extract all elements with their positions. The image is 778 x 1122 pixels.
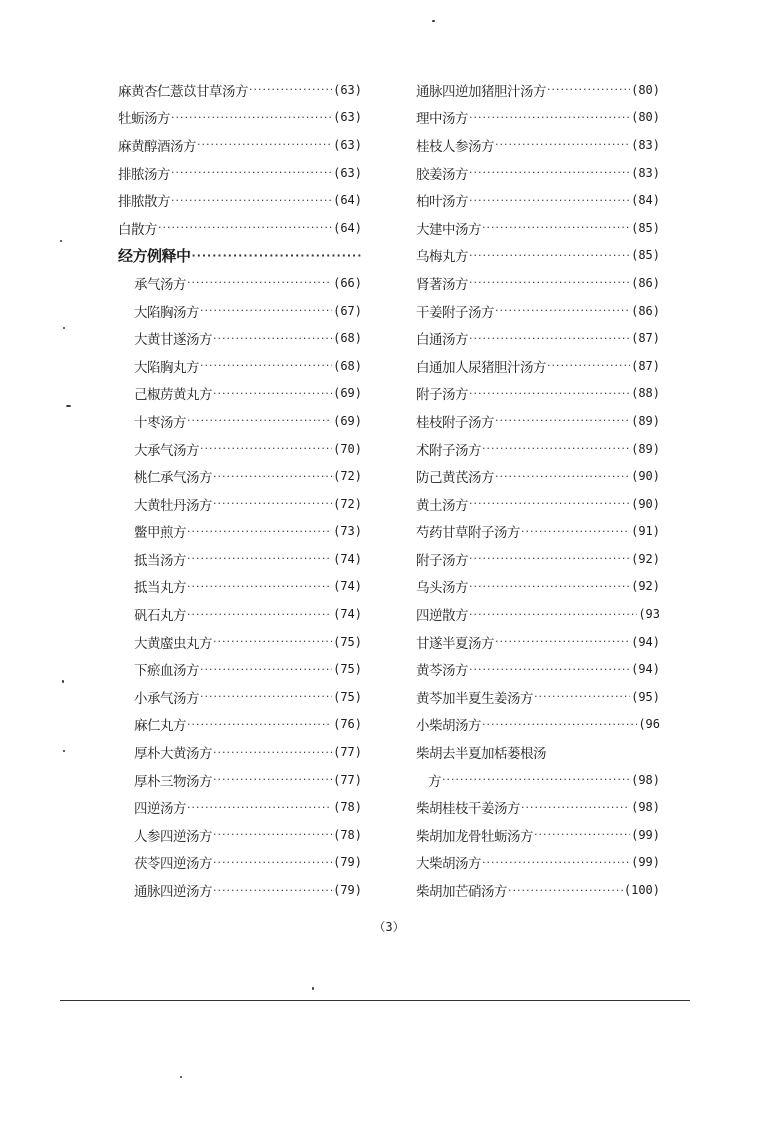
dot-leader	[200, 304, 332, 317]
speck	[312, 987, 314, 990]
dot-leader	[187, 718, 332, 731]
toc-entry-page: (63)	[333, 110, 362, 125]
toc-entry-page: (70)	[333, 441, 362, 456]
toc-entry	[118, 76, 362, 104]
toc-entry-title: 牡蛎汤方	[118, 111, 170, 128]
toc-entry	[416, 324, 660, 352]
toc-entry-page: (86)	[631, 275, 660, 290]
toc-entry	[118, 518, 362, 546]
toc-entry-title: 十枣汤方	[134, 414, 186, 431]
dot-leader	[187, 552, 332, 565]
toc-entry-page: (78)	[333, 800, 362, 815]
toc-entry-title: 厚朴大黄汤方	[134, 746, 212, 763]
dot-leader	[200, 442, 332, 455]
toc-entry-page: (68)	[333, 358, 362, 373]
toc-entry-page: (74)	[333, 551, 362, 566]
toc-entry	[416, 186, 660, 214]
dot-leader	[213, 470, 332, 483]
toc-entry	[118, 545, 362, 573]
toc-entry-page: (83)	[631, 137, 660, 152]
dot-leader	[197, 138, 332, 151]
toc-entry	[118, 683, 362, 711]
dot-leader	[187, 276, 332, 289]
toc-entry-title: 下瘀血汤方	[134, 663, 199, 680]
dot-leader	[187, 801, 332, 814]
dot-leader	[200, 663, 332, 676]
toc-entry	[118, 269, 362, 297]
dot-leader	[495, 304, 630, 317]
dot-leader	[200, 690, 332, 703]
toc-entry-title: 承气汤方	[134, 276, 186, 293]
speck	[62, 680, 64, 683]
dot-leader	[187, 580, 332, 593]
dot-leader	[171, 111, 332, 124]
toc-entry	[416, 793, 660, 821]
toc-entry-page: (94)	[631, 662, 660, 677]
toc-entry-page: (98)	[631, 800, 660, 815]
dot-leader	[469, 663, 630, 676]
toc-entry	[118, 131, 362, 159]
speck	[63, 327, 65, 329]
dot-leader	[213, 746, 332, 759]
toc-entry-title: 桃仁承气汤方	[134, 470, 212, 487]
toc-entry-title: 防己黄芪汤方	[416, 470, 494, 487]
toc-entry-page: (100)	[623, 883, 660, 898]
dot-leader	[469, 497, 630, 510]
toc-entry-title: 术附子汤方	[416, 442, 481, 459]
dot-leader	[495, 138, 630, 151]
toc-entry	[118, 766, 362, 794]
toc-entry	[416, 462, 660, 490]
toc-entry-title: 大陷胸汤方	[134, 304, 199, 321]
toc-entry-title: 小柴胡汤方	[416, 718, 481, 735]
toc-entry-title: 大建中汤方	[416, 221, 481, 238]
toc-entry-page: (87)	[631, 358, 660, 373]
dot-leader	[213, 387, 332, 400]
toc-entry-title: 人参四逆汤方	[134, 828, 212, 845]
toc-entry-page: (89)	[631, 441, 660, 456]
toc-entry	[118, 793, 362, 821]
dot-leader	[469, 552, 630, 565]
toc-column-right	[416, 76, 660, 904]
toc-entry-page: (75)	[333, 662, 362, 677]
toc-entry-title: 麻黄杏仁薏苡甘草汤方	[118, 83, 248, 100]
toc-entry-title: 茯苓四逆汤方	[134, 856, 212, 873]
dot-leader	[213, 773, 332, 786]
toc-entry	[118, 821, 362, 849]
toc-entry-page: (80)	[631, 110, 660, 125]
toc-section-heading	[118, 242, 362, 270]
toc-entry	[416, 628, 660, 656]
toc-entry-title: 柴胡加龙骨牡蛎汤方	[416, 828, 533, 845]
dot-leader	[187, 414, 332, 427]
toc-entry-page: (68)	[333, 331, 362, 346]
toc-entry-page: (90)	[631, 496, 660, 511]
toc-entry	[416, 573, 660, 601]
dot-leader	[442, 773, 630, 786]
toc-entry	[118, 462, 362, 490]
toc-entry-page: (66)	[333, 275, 362, 290]
toc-entry	[416, 435, 660, 463]
toc-entry-page: (63)	[333, 137, 362, 152]
toc-entry	[118, 324, 362, 352]
toc-entry-page: (90)	[631, 469, 660, 484]
toc-entry	[416, 297, 660, 325]
toc-entry-page: (72)	[333, 469, 362, 484]
dot-leader	[547, 359, 630, 372]
toc-entry-page: (98)	[631, 772, 660, 787]
toc-entry-page: (69)	[333, 413, 362, 428]
toc-entry-page: (67)	[333, 303, 362, 318]
toc-entry	[416, 159, 660, 187]
toc-entry-title: 矾石丸方	[134, 608, 186, 625]
toc-entry-title: 黄芩汤方	[416, 663, 468, 680]
toc-entry	[118, 297, 362, 325]
toc-entry	[416, 766, 660, 794]
toc-entry-page: (95)	[631, 689, 660, 704]
toc-entry-title: 排脓散方	[118, 194, 170, 211]
toc-entry	[118, 600, 362, 628]
toc-entry	[118, 380, 362, 408]
dot-leader	[469, 608, 637, 621]
toc-entry	[416, 242, 660, 270]
toc-entry-page: (78)	[333, 827, 362, 842]
toc-entry	[118, 214, 362, 242]
toc-entry-title: 通脉四逆加猪胆汁汤方	[416, 83, 546, 100]
toc-entry-title: 大黄牡丹汤方	[134, 497, 212, 514]
dot-leader	[469, 332, 630, 345]
dot-leader	[213, 856, 332, 869]
dot-leader	[192, 249, 361, 262]
toc-entry-page: (85)	[631, 220, 660, 235]
dot-leader	[482, 718, 637, 731]
dot-leader	[469, 580, 630, 593]
dot-leader	[213, 497, 332, 510]
toc-entry-page: (84)	[631, 193, 660, 208]
speck	[66, 405, 71, 407]
toc-entry-title: 大黄甘遂汤方	[134, 332, 212, 349]
toc-entry-title: 乌头汤方	[416, 580, 468, 597]
toc-entry	[118, 435, 362, 463]
dot-leader	[213, 332, 332, 345]
toc-entry-page: (79)	[333, 855, 362, 870]
dot-leader	[482, 856, 630, 869]
toc-entry-title: 柴胡桂枝干姜汤方	[416, 801, 520, 818]
toc-entry	[416, 821, 660, 849]
toc-entry-page: (74)	[333, 607, 362, 622]
dot-leader	[213, 884, 332, 897]
speck	[432, 20, 435, 22]
toc-entry-page: (99)	[631, 855, 660, 870]
toc-entry-title: 己椒苈黄丸方	[134, 387, 212, 404]
bottom-rule	[60, 1000, 690, 1001]
dot-leader	[534, 828, 630, 841]
toc-entry-page: (83)	[631, 165, 660, 180]
toc-entry-title: 大柴胡汤方	[416, 856, 481, 873]
dot-leader	[249, 83, 332, 96]
toc-entry-title: 抵当丸方	[134, 580, 186, 597]
toc-entry-title: 麻黄醇酒汤方	[118, 138, 196, 155]
toc-entry-page: (89)	[631, 413, 660, 428]
toc-entry-title: 经方例释中	[118, 246, 191, 265]
toc-entry-title: 乌梅丸方	[416, 249, 468, 266]
toc-entry-page: (64)	[333, 193, 362, 208]
toc-entry-title: 四逆散方	[416, 608, 468, 625]
toc-entry-page: (94)	[631, 634, 660, 649]
toc-entry-page: (91)	[631, 524, 660, 539]
dot-leader	[547, 83, 630, 96]
toc-entry-page: (75)	[333, 689, 362, 704]
toc-entry	[416, 380, 660, 408]
toc-entry	[416, 269, 660, 297]
toc-entry-page: (72)	[333, 496, 362, 511]
dot-leader	[469, 249, 630, 262]
toc-column-left	[118, 76, 362, 904]
dot-leader	[187, 525, 332, 538]
toc-entry-page: (77)	[333, 772, 362, 787]
toc-entry-page: (73)	[333, 524, 362, 539]
toc-entry-title: 胶姜汤方	[416, 166, 468, 183]
toc-entry	[118, 738, 362, 766]
toc-entry-page: (88)	[631, 386, 660, 401]
page-number: （3）	[373, 920, 405, 934]
toc-entry-title: 柴胡加芒硝汤方	[416, 884, 507, 901]
toc-entry-title: 白通汤方	[416, 332, 468, 349]
dot-leader	[187, 608, 332, 621]
toc-entry-title: 白散方	[118, 221, 157, 238]
speck	[180, 1076, 182, 1078]
toc-entry	[118, 711, 362, 739]
toc-entry	[416, 214, 660, 242]
toc-entry-page: (74)	[333, 579, 362, 594]
dot-leader	[200, 359, 332, 372]
toc-entry	[118, 876, 362, 904]
toc-entry	[416, 600, 660, 628]
toc-entry-title: 鳖甲煎方	[134, 525, 186, 542]
toc-entry-title: 麻仁丸方	[134, 718, 186, 735]
toc-entry	[416, 849, 660, 877]
speck	[63, 750, 65, 752]
toc-entry	[416, 131, 660, 159]
dot-leader	[469, 194, 630, 207]
toc-entry	[416, 352, 660, 380]
toc-entry-title: 附子汤方	[416, 387, 468, 404]
toc-entry-title: 抵当汤方	[134, 552, 186, 569]
dot-leader	[158, 221, 332, 234]
toc-entry	[416, 518, 660, 546]
dot-leader	[469, 276, 630, 289]
toc-entry-title: 方	[428, 773, 441, 790]
dot-leader	[469, 166, 630, 179]
toc-entry-title: 小承气汤方	[134, 690, 199, 707]
toc-entry-page: (69)	[333, 386, 362, 401]
toc-entry-page: (87)	[631, 331, 660, 346]
toc-entry	[416, 738, 660, 766]
toc-entry-title: 白通加人尿猪胆汁汤方	[416, 359, 546, 376]
toc-entry-page: (99)	[631, 827, 660, 842]
toc-entry-title: 肾著汤方	[416, 276, 468, 293]
toc-entry-title: 理中汤方	[416, 111, 468, 128]
toc-entry-page: (64)	[333, 220, 362, 235]
toc-entry-page: (79)	[333, 883, 362, 898]
dot-leader	[469, 111, 630, 124]
toc-entry-page: (86)	[631, 303, 660, 318]
toc-entry	[118, 186, 362, 214]
toc-entry-title: 大黄䗪虫丸方	[134, 635, 212, 652]
dot-leader	[521, 525, 630, 538]
toc-entry	[118, 352, 362, 380]
toc-entry	[416, 655, 660, 683]
dot-leader	[171, 194, 332, 207]
dot-leader	[469, 387, 630, 400]
toc-entry-page: (96	[638, 717, 660, 732]
toc-entry-title: 四逆汤方	[134, 801, 186, 818]
toc-entry-page: (92)	[631, 551, 660, 566]
toc-entry	[118, 407, 362, 435]
toc-entry-title: 芍药甘草附子汤方	[416, 525, 520, 542]
toc-entry-title: 甘遂半夏汤方	[416, 635, 494, 652]
speck	[60, 240, 62, 242]
dot-leader	[213, 635, 332, 648]
dot-leader	[508, 884, 623, 897]
toc-entry-page: (77)	[333, 745, 362, 760]
dot-leader	[521, 801, 630, 814]
toc-entry-title: 黄土汤方	[416, 497, 468, 514]
toc-entry	[416, 683, 660, 711]
toc-entry	[118, 104, 362, 132]
dot-leader	[482, 221, 630, 234]
toc-entry-page: (85)	[631, 248, 660, 263]
dot-leader	[495, 414, 630, 427]
toc-entry	[416, 76, 660, 104]
toc-entry	[118, 628, 362, 656]
toc-entry-title: 通脉四逆汤方	[134, 884, 212, 901]
toc-entry	[118, 655, 362, 683]
dot-leader	[213, 828, 332, 841]
toc-entry-title: 柴胡去半夏加栝蒌根汤	[416, 746, 546, 763]
toc-entry-page: (75)	[333, 634, 362, 649]
toc-entry	[118, 159, 362, 187]
toc-entry-title: 黄芩加半夏生姜汤方	[416, 690, 533, 707]
toc-entry-title: 干姜附子汤方	[416, 304, 494, 321]
dot-leader	[171, 166, 332, 179]
toc-entry-page: (76)	[333, 717, 362, 732]
dot-leader	[534, 690, 630, 703]
toc-entry	[416, 545, 660, 573]
toc-entry	[118, 490, 362, 518]
toc-entry-title: 厚朴三物汤方	[134, 773, 212, 790]
toc-entry-title: 桂枝人参汤方	[416, 138, 494, 155]
dot-leader	[482, 442, 630, 455]
toc-entry-page: (63)	[333, 82, 362, 97]
toc-entry	[416, 104, 660, 132]
dot-leader	[495, 470, 630, 483]
toc-entry	[118, 573, 362, 601]
toc-entry-title: 大承气汤方	[134, 442, 199, 459]
toc-entry-title: 柏叶汤方	[416, 194, 468, 211]
toc-entry	[118, 849, 362, 877]
toc-entry-page: (93	[638, 607, 660, 622]
dot-leader	[495, 635, 630, 648]
toc-entry-title: 附子汤方	[416, 552, 468, 569]
toc-entry-title: 排脓汤方	[118, 166, 170, 183]
toc-entry-title: 桂枝附子汤方	[416, 414, 494, 431]
toc-entry-page: (63)	[333, 165, 362, 180]
toc-entry	[416, 876, 660, 904]
toc-entry-title: 大陷胸丸方	[134, 359, 199, 376]
toc-entry-page: (92)	[631, 579, 660, 594]
toc-entry	[416, 711, 660, 739]
toc-entry-page: (80)	[631, 82, 660, 97]
toc-entry	[416, 490, 660, 518]
toc-entry	[416, 407, 660, 435]
